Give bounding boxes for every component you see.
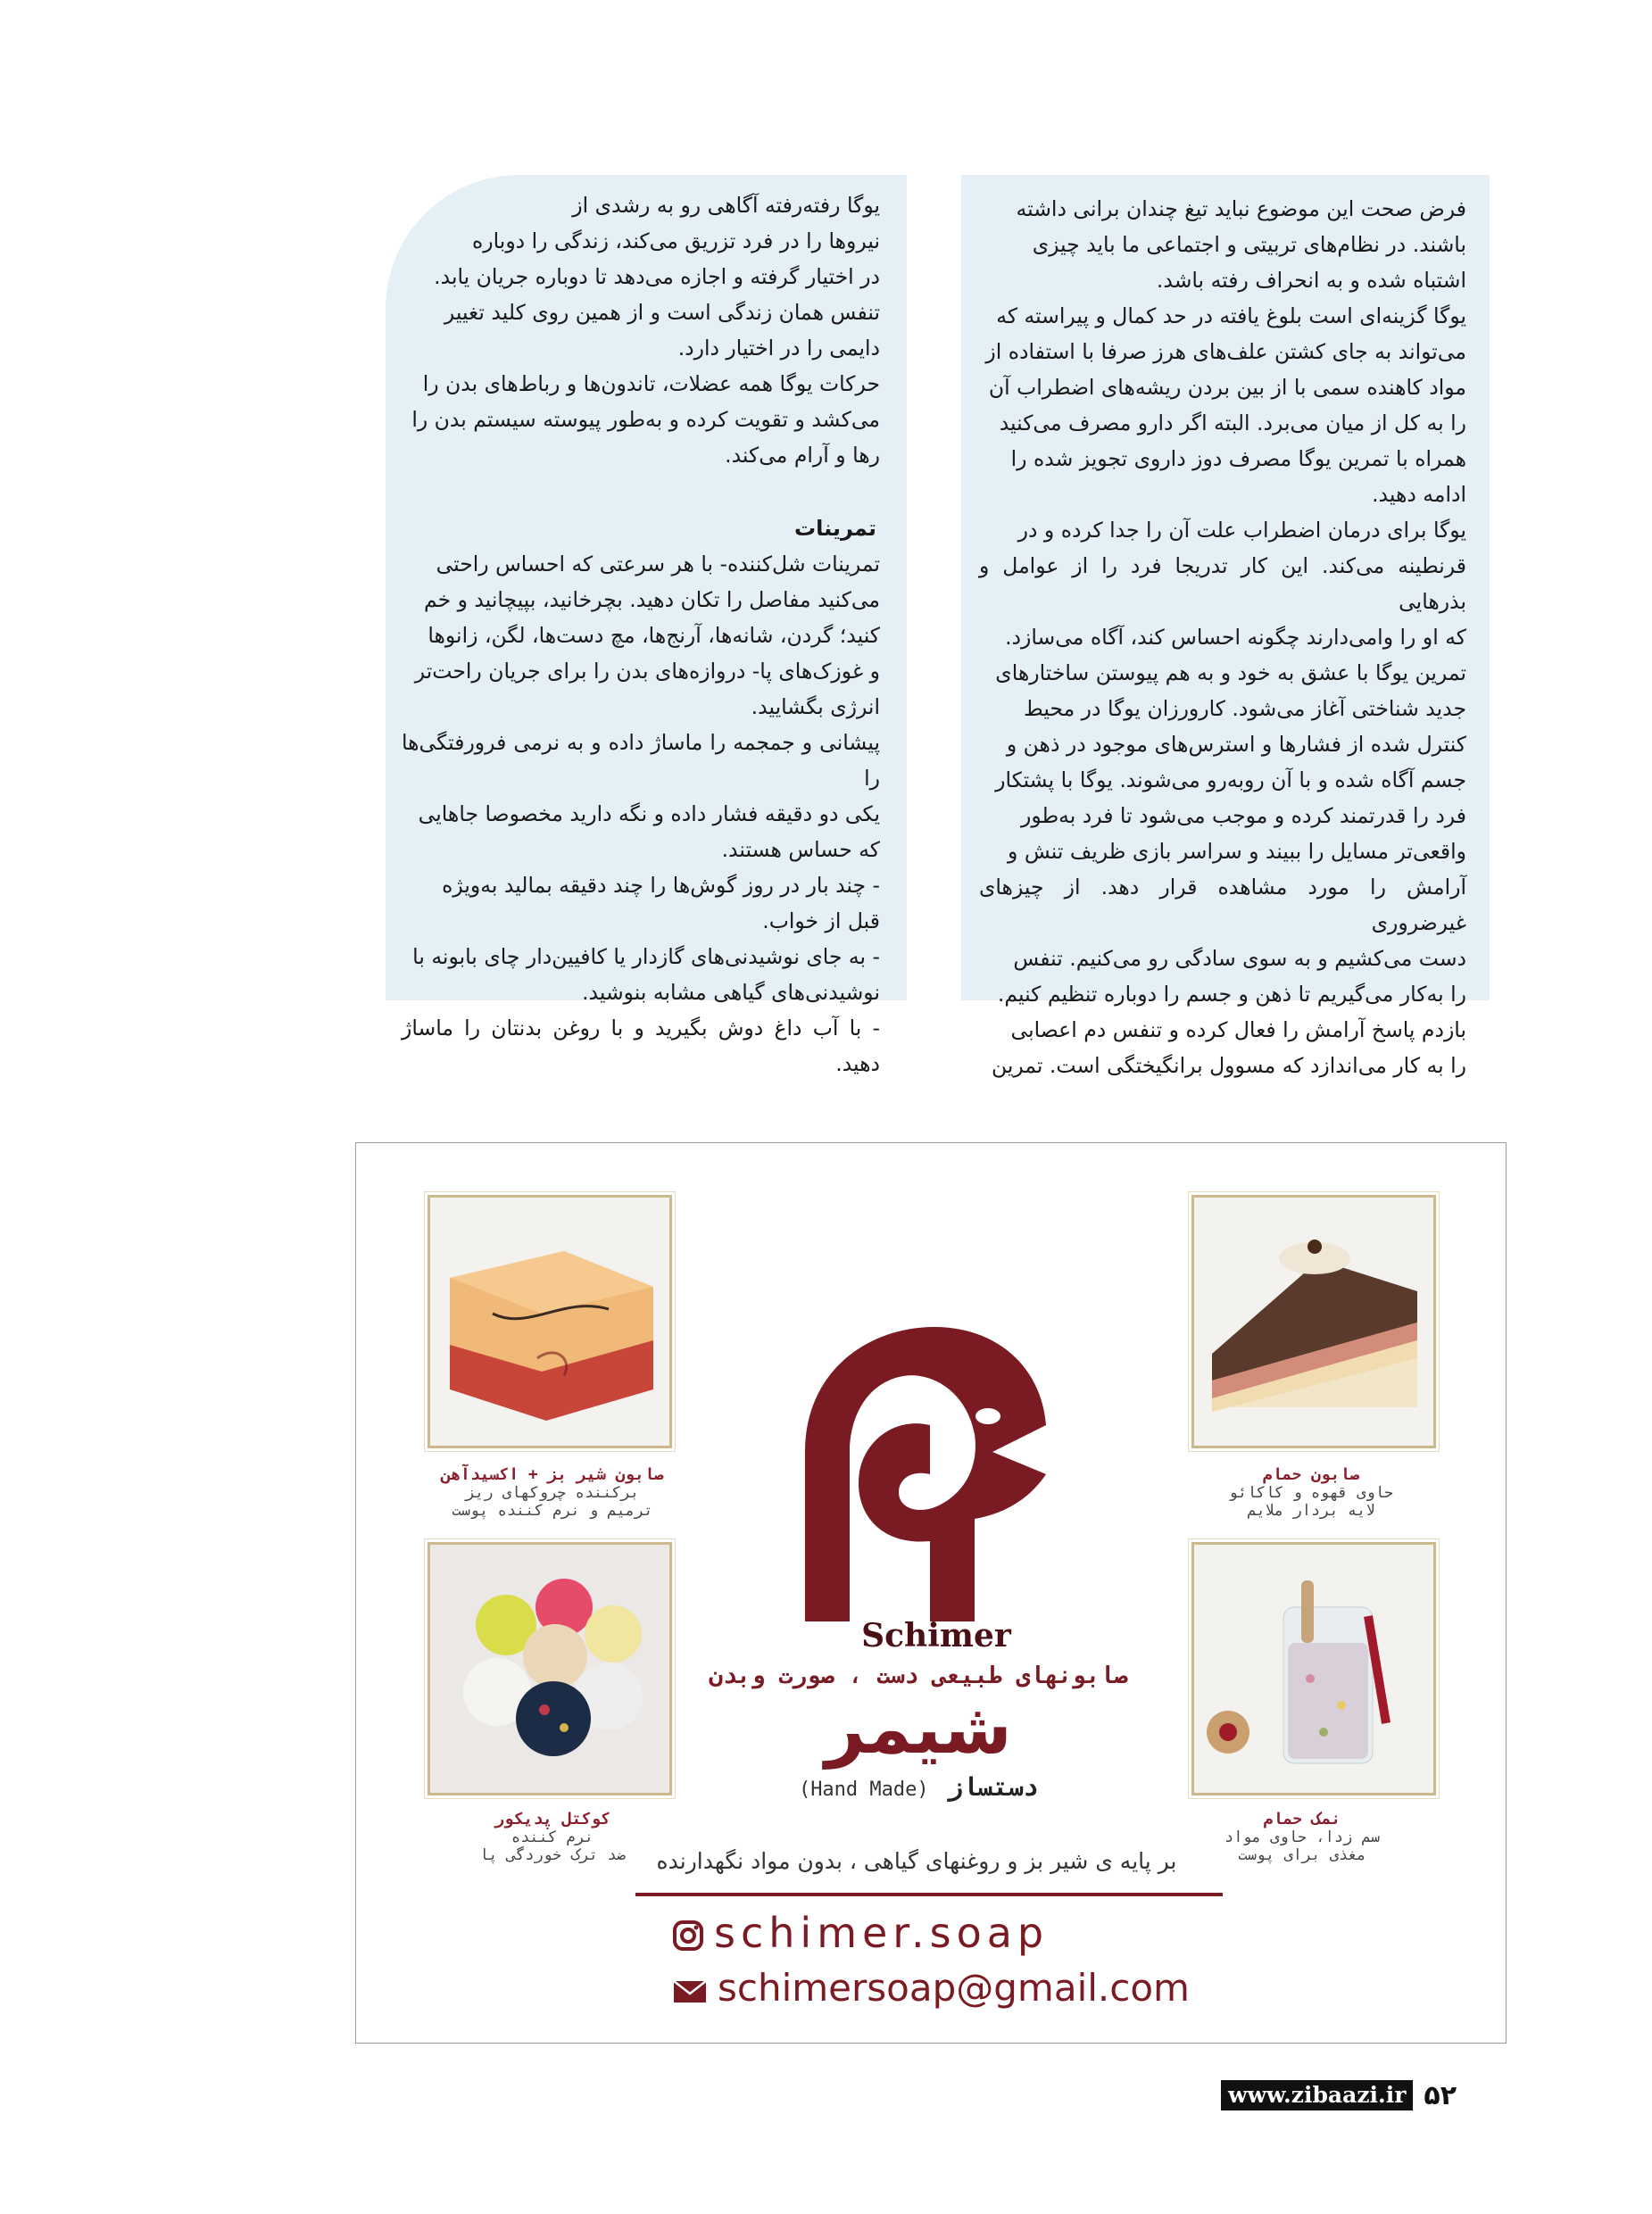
brand-tagline: صابونهای طبیعی دست ، صورت وبدن [709, 1663, 1128, 1689]
handmade-en: (Hand Made) [798, 1779, 929, 1801]
product-title: صابون شیر بز + اکسیدآهن [441, 1465, 664, 1484]
product-feature: ترمیم و نرم کننده پوست [452, 1502, 653, 1520]
product-feature: لایه بردار ملایم [1247, 1502, 1375, 1520]
article-left-column [386, 175, 907, 1076]
product-caption [1159, 1811, 1445, 1864]
article-paragraph: حرکات یوگا همه عضلات، تاندون‌ها و رباط‌های بدن را می‌کشد و تقویت کرده و به‌طور پیوسته سیستم بدن را رها و آرام می‌کند. [411, 371, 880, 468]
article-paragraph: تمرینات شل‌کننده- با هر سرعتی که احساس راحتی می‌کنید مفاصل را تکان دهید. بچرخانید، بپیچانید و خم کنید؛ گردن، شانه‌ها، آرنج‌ها، مچ دست‌ها، لگن، زانوها و غوزک‌های پا- دروازه‌های بدن را برای جریان راحت‌تر انرژی بگشایید. [414, 551, 880, 719]
spacer [402, 473, 880, 509]
section-heading: تمرینات [794, 516, 876, 541]
product-feature: مغذی برای پوست [1238, 1846, 1366, 1864]
product-title: صابون حمام [1262, 1465, 1360, 1484]
envelope-icon [673, 1969, 707, 2012]
article-paragraph: یوگا رفته‌رفته آگاهی رو به رشدی از نیروها را در فرد تزریق می‌کند، زندگی را دوباره در اختیار گرفته و اجازه می‌دهد تا دوباره جریان یابد. تنفس همان زندگی است و از همین روی کلید تغییر دایمی را در اختیار دارد. [434, 193, 880, 361]
product-description: بر پایه ی شیر بز و روغنهای گیاهی ، بدون مواد نگهدارنده [656, 1848, 1177, 1874]
article-paragraph: یوگا گزینه‌ای است بلوغ یافته در حد کمال و پیراسته که می‌تواند به جای کشتن علف‌های هرز صرفا با استفاده از مواد کاهنده سمی با از بین بردن ریشه‌های اضطراب آن را به کل از میان می‌برد. البته اگر دارو مصرف می‌کنید همراه با تمرین یوگا مصرف دوز داروی تجویز شده را ادامه دهید. [985, 303, 1466, 507]
article-paragraph: - با آب داغ دوش بگیرید و با روغن بدنتان را ماساژ دهید. [402, 1016, 880, 1076]
soap-bar-image [430, 1198, 669, 1446]
product-photo-goat-milk-soap [428, 1195, 672, 1448]
brand-name-persian: شیمر [825, 1689, 1012, 1770]
product-caption [419, 1811, 686, 1864]
bath-bombs-image [430, 1545, 669, 1793]
divider [635, 1893, 1223, 1896]
product-caption [401, 1466, 704, 1520]
product-feature: ضد ترک خوردگی پا [479, 1846, 626, 1864]
advertisement [355, 1142, 1507, 2044]
page-number: ۵۲ [1424, 2079, 1457, 2111]
article-paragraph: فرض صحت این موضوع نباید تیغ چندان برانی داشته باشند. در نظام‌های تربیتی و اجتماعی ما باید چیزی اشتباه شده و به انحراف رفته باشد. [1016, 196, 1466, 293]
product-photo-bath-soap [1191, 1195, 1436, 1448]
handmade-fa: دستساز [947, 1772, 1039, 1802]
email-contact[interactable] [673, 1966, 1226, 2012]
product-feature: حاوی قهوه و کاکائو [1228, 1484, 1394, 1502]
article-paragraph: - چند بار در روز گوش‌ها را چند دقیقه بمالید به‌ویژه قبل از خواب. [442, 873, 880, 933]
article-paragraph: یوگا برای درمان اضطراب علت آن را جدا کرده و در قرنطینه می‌کند. این کار تدریجا فرد را از عوامل و بذرهایی که او را وامی‌دارند چگونه احساس کند، آگاه می‌سازد. تمرین یوگا با عشق به خود و به هم پیوستن ساختارهای جدید شناختی آغاز می‌شود. کارورزان یوگا در محیط کنترل شده از فشارها و استرس‌های موجود در ذهن و جسم آگاه شده و با آن روبه‌رو می‌شوند. یوگا با پشتکار فرد را قدرتمند کرده و موجب می‌شود تا فرد به‌طور واقعی‌تر مسایل را ببیند و سراسر بازی ظریف تنش و آرامش را مورد مشاهده قرار دهد. از چیزهای غیرضروری دست می‌کشیم و به سوی سادگی رو می‌کنیم. تنفس را به‌کار می‌گیریم تا ذهن و جسم را دوباره تنظیم کنیم. بازدم پاسخ آرامش را فعال کرده و تنفس دم اعصابی را به کار می‌اندازد که مسوول برانگیختگی است. تمرین [979, 518, 1466, 1078]
instagram-contact[interactable] [673, 1909, 1226, 1961]
product-feature: نرم کننده [511, 1828, 594, 1846]
bath-salt-jar-image [1194, 1545, 1433, 1793]
brand-name-latin: Schimer [861, 1617, 1011, 1654]
article-paragraph: پیشانی و جمجمه را ماساژ داده و به نرمی فرورفتگی‌ها را یکی دو دقیقه فشار داده و نگه دارید مخصوصا جاهایی که حساس هستند. [402, 730, 880, 862]
handmade-label [749, 1772, 1088, 1802]
instagram-handle[interactable]: schimer.soap [714, 1909, 1050, 1957]
schimer-logo-icon [787, 1318, 1055, 1630]
instagram-icon [673, 1912, 703, 1961]
product-photo-pedicure-cocktail [428, 1542, 672, 1795]
email-address[interactable]: schimersoap@gmail.com [718, 1966, 1190, 2010]
product-feature: برکننده چروکهای ریز [465, 1484, 640, 1502]
product-title: نمک حمام [1263, 1810, 1341, 1828]
article-paragraph: - به جای نوشیدنی‌های گازدار یا کافیین‌دار چای بابونه با نوشیدنی‌های گیاهی مشابه بنوشید. [412, 944, 880, 1005]
product-photo-bath-salt [1191, 1542, 1436, 1795]
website-url[interactable]: www.zibaazi.ir [1221, 2080, 1413, 2110]
product-title: کوکتل پدیکور [494, 1810, 611, 1828]
article-right-column [961, 175, 1490, 1078]
page-footer [1221, 2080, 1457, 2110]
layered-soap-image [1194, 1198, 1433, 1446]
product-feature: سم زدا، حاوی مواد [1224, 1828, 1380, 1846]
product-caption [1177, 1466, 1445, 1520]
